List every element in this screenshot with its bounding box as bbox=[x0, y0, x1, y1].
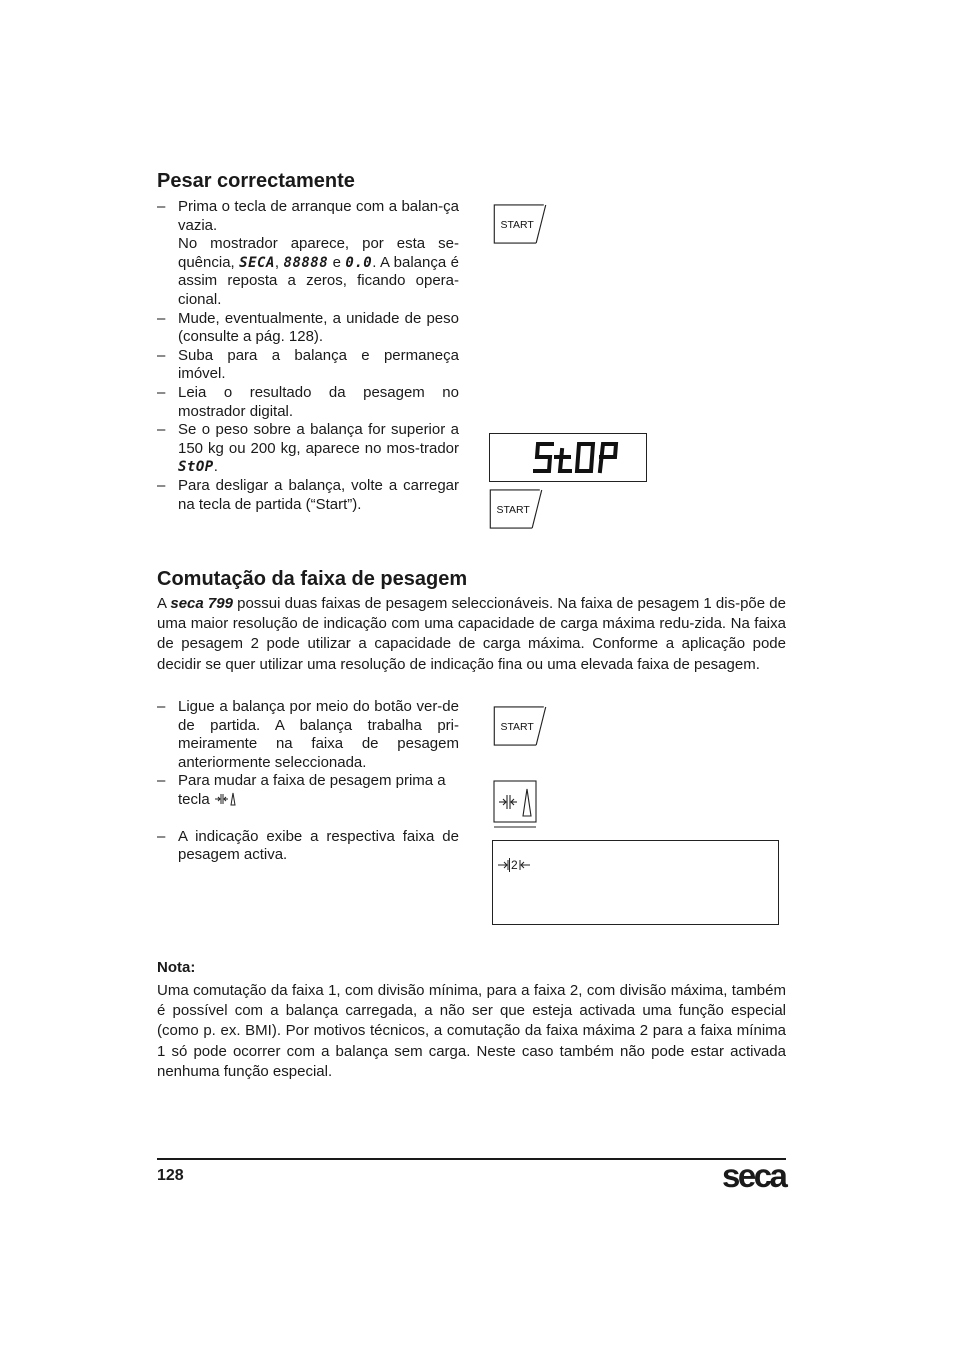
list-item bbox=[157, 772, 459, 809]
list-dash: – bbox=[157, 772, 166, 790]
separator-text: e bbox=[328, 253, 346, 271]
step-text: Para desligar a balança, volte a carregar na tecla de partida (“Start”). bbox=[178, 476, 459, 513]
brand-model: seca 799 bbox=[170, 595, 233, 612]
list-dash: – bbox=[157, 698, 166, 715]
step-text: Prima o tecla de arranque com a balan-ça vazia. bbox=[178, 198, 459, 234]
lcd-display-stop bbox=[489, 433, 647, 482]
step-text: Leia o resultado da pesagem no mostrador digital. bbox=[178, 383, 459, 420]
arrow-right-icon bbox=[497, 859, 509, 871]
list-item bbox=[157, 477, 459, 514]
step-text: A indicação exibe a respectiva faixa de pesagem activa. bbox=[178, 827, 459, 864]
display-zero: 0.0 bbox=[345, 254, 373, 271]
footer-divider bbox=[157, 1158, 786, 1160]
intro-text: A bbox=[157, 595, 171, 612]
note-text: Uma comutação da faixa 1, com divisão mínima, para a faixa 2, com divisão máxima, também é possível com a balança carregada, a não ser que esteja activada uma função especial (como p. ex. BMI). Por motivos técnicos, a comutação da faixa máxima 2 para a faixa mínima 1 só pode ocorrer com a balança sem carga. Neste caso também não pode estar activada nenhuma função especial. bbox=[157, 982, 786, 1080]
start-key-icon bbox=[489, 489, 543, 529]
start-key-icon bbox=[493, 706, 547, 746]
list-item bbox=[157, 421, 459, 477]
step-text: Ligue a balança por meio do botão ver-de de partida. A balança trabalha pri-meiramente na faixa de pesagem anteriormente seleccionada. bbox=[178, 698, 459, 771]
section-title-range: Comutação da faixa de pesagem bbox=[157, 568, 468, 590]
range-steps-list bbox=[157, 698, 459, 865]
display-stop: StOP bbox=[178, 459, 214, 476]
display-88888: 88888 bbox=[283, 254, 329, 271]
note-label: Nota: bbox=[157, 959, 196, 976]
arrow-left-icon bbox=[519, 859, 531, 871]
lcd-display-range bbox=[492, 840, 779, 925]
weighing-steps-list bbox=[157, 198, 459, 514]
range-key-icon bbox=[493, 780, 537, 830]
list-dash: – bbox=[157, 476, 166, 494]
step-text: . A balança é assim reposta a zeros, ficando opera-cional. bbox=[178, 253, 459, 308]
list-dash: – bbox=[157, 346, 166, 364]
start-key-label: START bbox=[500, 721, 534, 733]
step-text: No mostrador aparece, por esta se-quência, bbox=[178, 235, 459, 271]
list-dash: – bbox=[157, 309, 166, 327]
step-text: Suba para a balança e permaneça imóvel. bbox=[178, 346, 459, 383]
stop-segment-icon bbox=[490, 434, 646, 481]
section-title-weighing: Pesar correctamente bbox=[157, 170, 355, 192]
step-text: . bbox=[213, 458, 218, 476]
start-key-icon bbox=[493, 204, 547, 244]
display-seca: SECA bbox=[239, 254, 275, 271]
step-text: Mude, eventualmente, a unidade de peso (consulte a pág. 128). bbox=[178, 309, 459, 346]
start-key-label: START bbox=[500, 219, 534, 231]
list-dash: – bbox=[157, 421, 166, 439]
list-dash: – bbox=[157, 827, 166, 845]
list-item bbox=[157, 384, 459, 421]
page-number: 128 bbox=[157, 1167, 184, 1184]
intro-text: possui duas faixas de pesagem seleccionáveis. Na faixa de pesagem 1 dis-põe de uma maior resolução de indicação com uma capacidade de carga máxima redu-zida. Na faixa de pesagem 2 pode utilizar a capacidade de carga máxima. Conforme a aplicação pode decidir se quer utilizar uma resolução de indicação fina ou uma elevada faixa de pesagem. bbox=[157, 595, 786, 673]
list-item bbox=[157, 198, 459, 310]
step-text: Para mudar a faixa de pesagem prima a tecla bbox=[178, 772, 446, 808]
list-item bbox=[157, 698, 459, 772]
range-indicator bbox=[497, 858, 531, 872]
range-intro-paragraph bbox=[157, 594, 786, 675]
seca-logo: seca bbox=[722, 1157, 786, 1194]
list-dash: – bbox=[157, 198, 166, 215]
list-item bbox=[157, 310, 459, 347]
range-key-inline-icon bbox=[214, 792, 236, 806]
list-dash: – bbox=[157, 383, 166, 401]
separator-text: , bbox=[274, 253, 284, 271]
list-item bbox=[157, 828, 459, 865]
start-key-label: START bbox=[496, 504, 530, 516]
range-number: 2 bbox=[511, 858, 518, 872]
step-text: Se o peso sobre a balança for superior a 150 kg ou 200 kg, aparece no mos-trador bbox=[178, 421, 459, 457]
list-item bbox=[157, 347, 459, 384]
